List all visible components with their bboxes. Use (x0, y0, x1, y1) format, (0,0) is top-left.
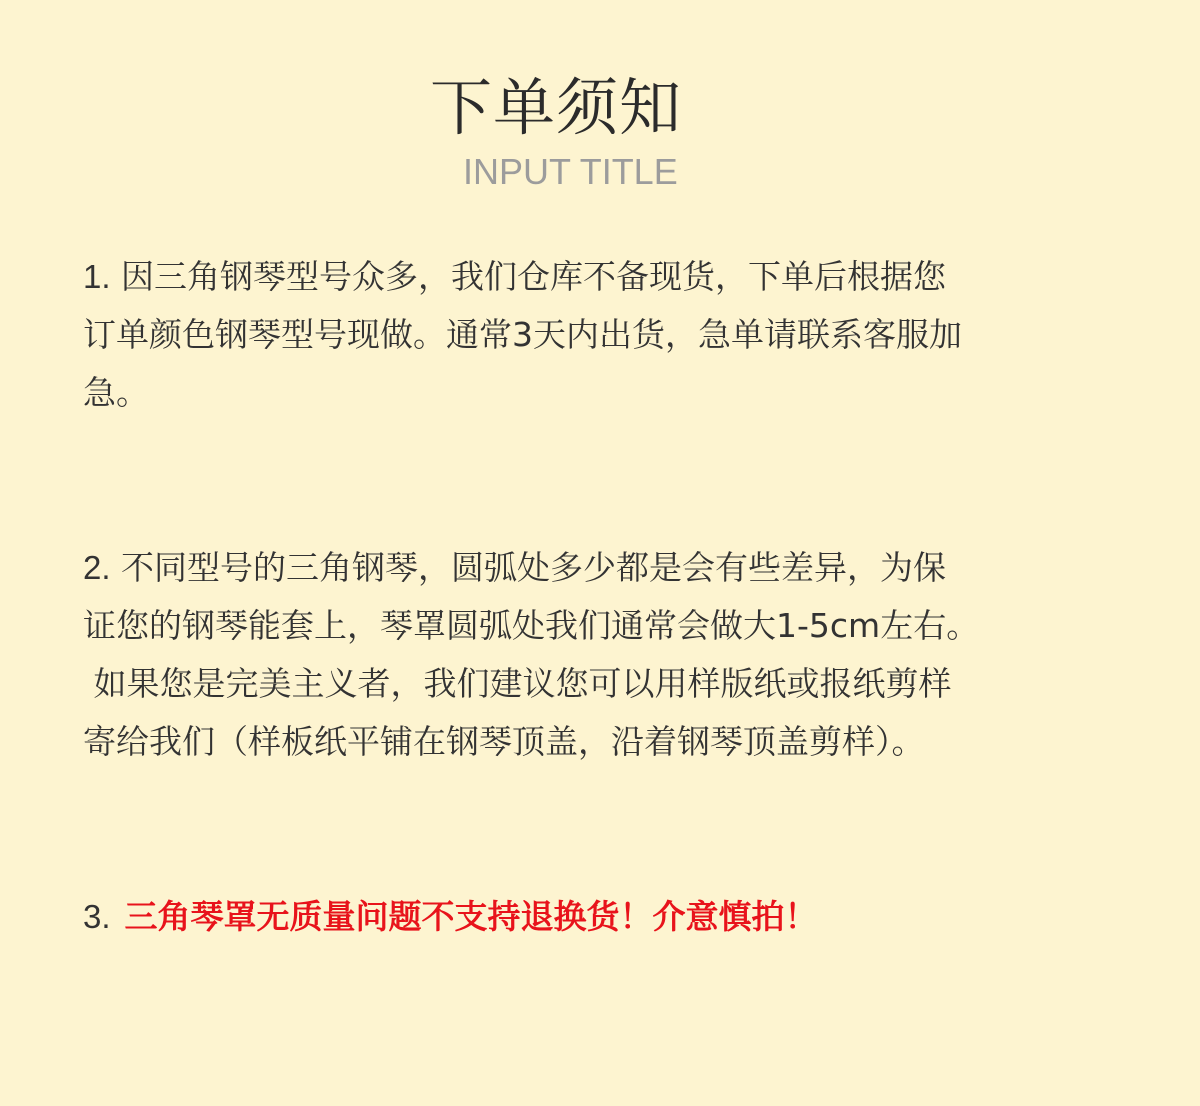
warning-text: 三角琴罩无质量问题不支持退换货！介意慎拍！ (124, 897, 818, 936)
notice-1-number: 1. (83, 258, 111, 295)
page-title: 下单须知 (430, 71, 683, 144)
notice-1-line-2: 订单颜色钢琴型号现做。通常3天内出货，急单请联系客服加 (83, 315, 962, 354)
notice-1-line-1-text: 因三角钢琴型号众多，我们仓库不备现货，下单后根据您 (121, 257, 947, 296)
notice-item-2 (83, 539, 1123, 771)
notice-item-1 (83, 248, 1123, 422)
notice-item-3 (83, 888, 1123, 946)
notice-2-number: 2. (83, 549, 111, 586)
notice-2-line-2: 证您的钢琴能套上，琴罩圆弧处我们通常会做大1-5cm左右。 (83, 606, 980, 645)
notice-2-line-1 (83, 539, 1123, 597)
notice-2-line-4: 寄给我们（样板纸平铺在钢琴顶盖，沿着钢琴顶盖剪样）。 (83, 722, 925, 761)
notice-2-line-1-text: 不同型号的三角钢琴，圆弧处多少都是会有些差异，为保 (121, 548, 947, 587)
notice-1-line-3: 急。 (83, 373, 149, 412)
notice-2-line-3: 如果您是完美主义者，我们建议您可以用样版纸或报纸剪样 (83, 664, 952, 703)
notice-3-line-1 (83, 888, 1123, 946)
notice-1-line-1 (83, 248, 1123, 306)
notice-3-number: 3. (83, 898, 111, 935)
page-subtitle: INPUT TITLE (463, 151, 678, 192)
